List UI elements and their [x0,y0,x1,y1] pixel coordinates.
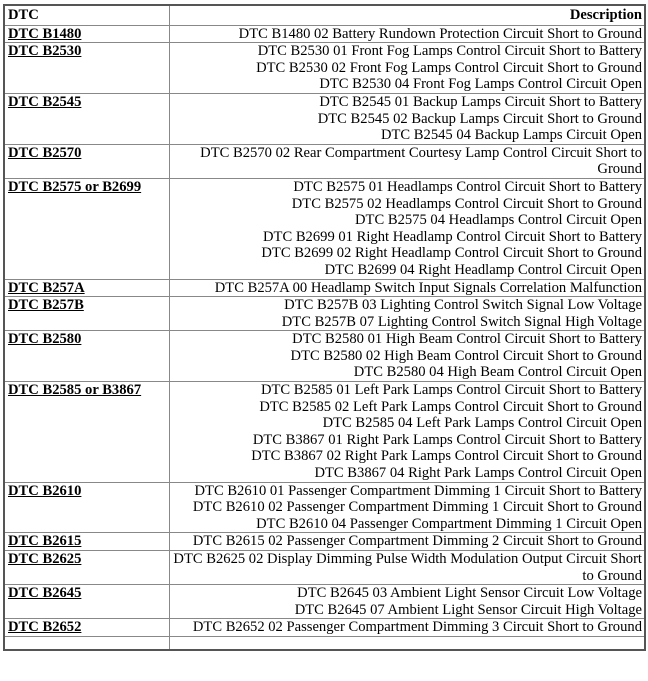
empty-cell [170,636,646,650]
dtc-cell [4,382,170,483]
dtc-cell [4,482,170,533]
description-line: DTC B2570 02 Rear Compartment Courtesy Lamp Control Circuit Short to Ground [200,144,642,178]
description-line: DTC B2699 02 Right Headlamp Control Circuit Short to Ground [261,245,642,262]
dtc-link[interactable]: DTC B257B [8,297,84,314]
table-row [4,533,645,551]
description-cell [170,93,646,144]
description-line: DTC B2585 04 Left Park Lamps Control Circuit Open [322,415,642,432]
empty-cell [4,636,170,650]
description-line: DTC B2580 02 High Beam Control Circuit Short to Ground [290,347,642,364]
description-line: DTC B2530 02 Front Fog Lamps Control Circuit Short to Ground [256,59,642,76]
dtc-cell [4,144,170,178]
description-cell [170,178,646,279]
description-line: DTC B2545 04 Backup Lamps Circuit Open [380,127,642,144]
description-cell [170,585,646,619]
description-line: DTC B2580 04 High Beam Control Circuit Open [353,364,642,381]
dtc-cell [4,619,170,637]
description-line: DTC B2530 04 Front Fog Lamps Control Circuit Open [319,76,642,93]
description-line: DTC B2575 04 Headlamps Control Circuit Open [355,212,642,229]
dtc-link[interactable]: DTC B257A [8,279,85,296]
description-cell [170,297,646,331]
empty-row [4,636,645,650]
description-line: DTC B2575 01 Headlamps Control Circuit Short to Battery [293,178,642,195]
description-cell [170,43,646,94]
dtc-link[interactable]: DTC B2645 [8,585,82,602]
dtc-link[interactable]: DTC B2625 [8,551,82,567]
description-line: DTC B2545 01 Backup Lamps Circuit Short to Battery [319,93,642,110]
description-cell [170,482,646,533]
table-row [4,297,645,331]
table-row [4,43,645,94]
dtc-link[interactable]: DTC B2585 or B3867 [8,382,142,399]
description-line: DTC B2615 02 Passenger Compartment Dimming 2 Circuit Short to Ground [192,533,642,550]
dtc-link[interactable]: DTC B2530 [8,43,82,60]
table-row [4,619,645,637]
dtc-link[interactable]: DTC B2570 [8,144,82,161]
dtc-link[interactable]: DTC B2652 [8,619,82,636]
table-row [4,331,645,382]
table-row [4,551,645,585]
dtc-cell [4,93,170,144]
description-line: DTC B2645 07 Ambient Light Sensor Circuit High Voltage [294,601,642,618]
table-header-row [4,5,645,25]
description-line: DTC B1480 02 Battery Rundown Protection Circuit Short to Ground [238,25,642,42]
table-row [4,25,645,43]
description-line: DTC B2585 02 Left Park Lamps Control Circuit Short to Ground [259,398,642,415]
dtc-link[interactable]: DTC B1480 [8,25,82,42]
description-line: DTC B257B 03 Lighting Control Switch Signal Low Voltage [284,297,642,314]
description-line: DTC B2585 01 Left Park Lamps Control Circuit Short to Battery [260,382,642,399]
description-line: DTC B2545 02 Backup Lamps Circuit Short to Ground [317,110,642,127]
description-line: DTC B2699 04 Right Headlamp Control Circuit Open [324,261,642,278]
description-cell [170,144,646,178]
table-row [4,585,645,619]
table-row [4,279,645,297]
description-cell [170,533,646,551]
dtc-cell [4,25,170,43]
dtc-cell [4,533,170,551]
description-line: DTC B2652 02 Passenger Compartment Dimming 3 Circuit Short to Ground [192,619,642,636]
table-row [4,144,645,178]
table-row [4,382,645,483]
table-row [4,482,645,533]
description-cell [170,382,646,483]
dtc-cell [4,551,170,585]
description-line: DTC B3867 02 Right Park Lamps Control Circuit Short to Ground [251,448,642,465]
dtc-cell [4,585,170,619]
dtc-cell [4,279,170,297]
description-line: DTC B3867 04 Right Park Lamps Control Circuit Open [314,465,642,482]
dtc-cell [4,178,170,279]
table-row [4,93,645,144]
description-cell [170,619,646,637]
description-line: DTC B2610 04 Passenger Compartment Dimming 1 Circuit Open [256,515,642,532]
dtc-cell [4,43,170,94]
dtc-cell [4,297,170,331]
table-row [4,178,645,279]
dtc-link[interactable]: DTC B2610 [8,482,82,499]
header-dtc: DTC [4,5,170,25]
description-line: DTC B2575 02 Headlamps Control Circuit Short to Ground [291,195,642,212]
description-line: DTC B2625 02 Display Dimming Pulse Width Modulation Output Circuit Short to Ground [173,551,642,584]
dtc-link[interactable]: DTC B2615 [8,533,82,550]
dtc-table [3,4,646,651]
description-cell [170,25,646,43]
description-line: DTC B2699 01 Right Headlamp Control Circuit Short to Battery [262,228,642,245]
dtc-link[interactable]: DTC B2575 or B2699 [8,178,142,195]
header-description: Description [170,5,646,25]
dtc-link[interactable]: DTC B2580 [8,331,82,348]
description-line: DTC B3867 01 Right Park Lamps Control Circuit Short to Battery [252,431,642,448]
description-line: DTC B2610 02 Passenger Compartment Dimming 1 Circuit Short to Ground [192,499,642,516]
description-cell [170,551,646,585]
description-line: DTC B257A 00 Headlamp Switch Input Signals Correlation Malfunction [214,279,642,296]
description-cell [170,331,646,382]
description-line: DTC B2530 01 Front Fog Lamps Control Circuit Short to Battery [257,43,642,60]
description-line: DTC B2645 03 Ambient Light Sensor Circuit Low Voltage [297,585,642,602]
dtc-link[interactable]: DTC B2545 [8,93,82,110]
description-line: DTC B2610 01 Passenger Compartment Dimming 1 Circuit Short to Battery [194,482,642,499]
description-line: DTC B2580 01 High Beam Control Circuit Short to Battery [292,331,642,348]
description-cell [170,279,646,297]
description-line: DTC B257B 07 Lighting Control Switch Signal High Voltage [281,313,642,330]
dtc-cell [4,331,170,382]
